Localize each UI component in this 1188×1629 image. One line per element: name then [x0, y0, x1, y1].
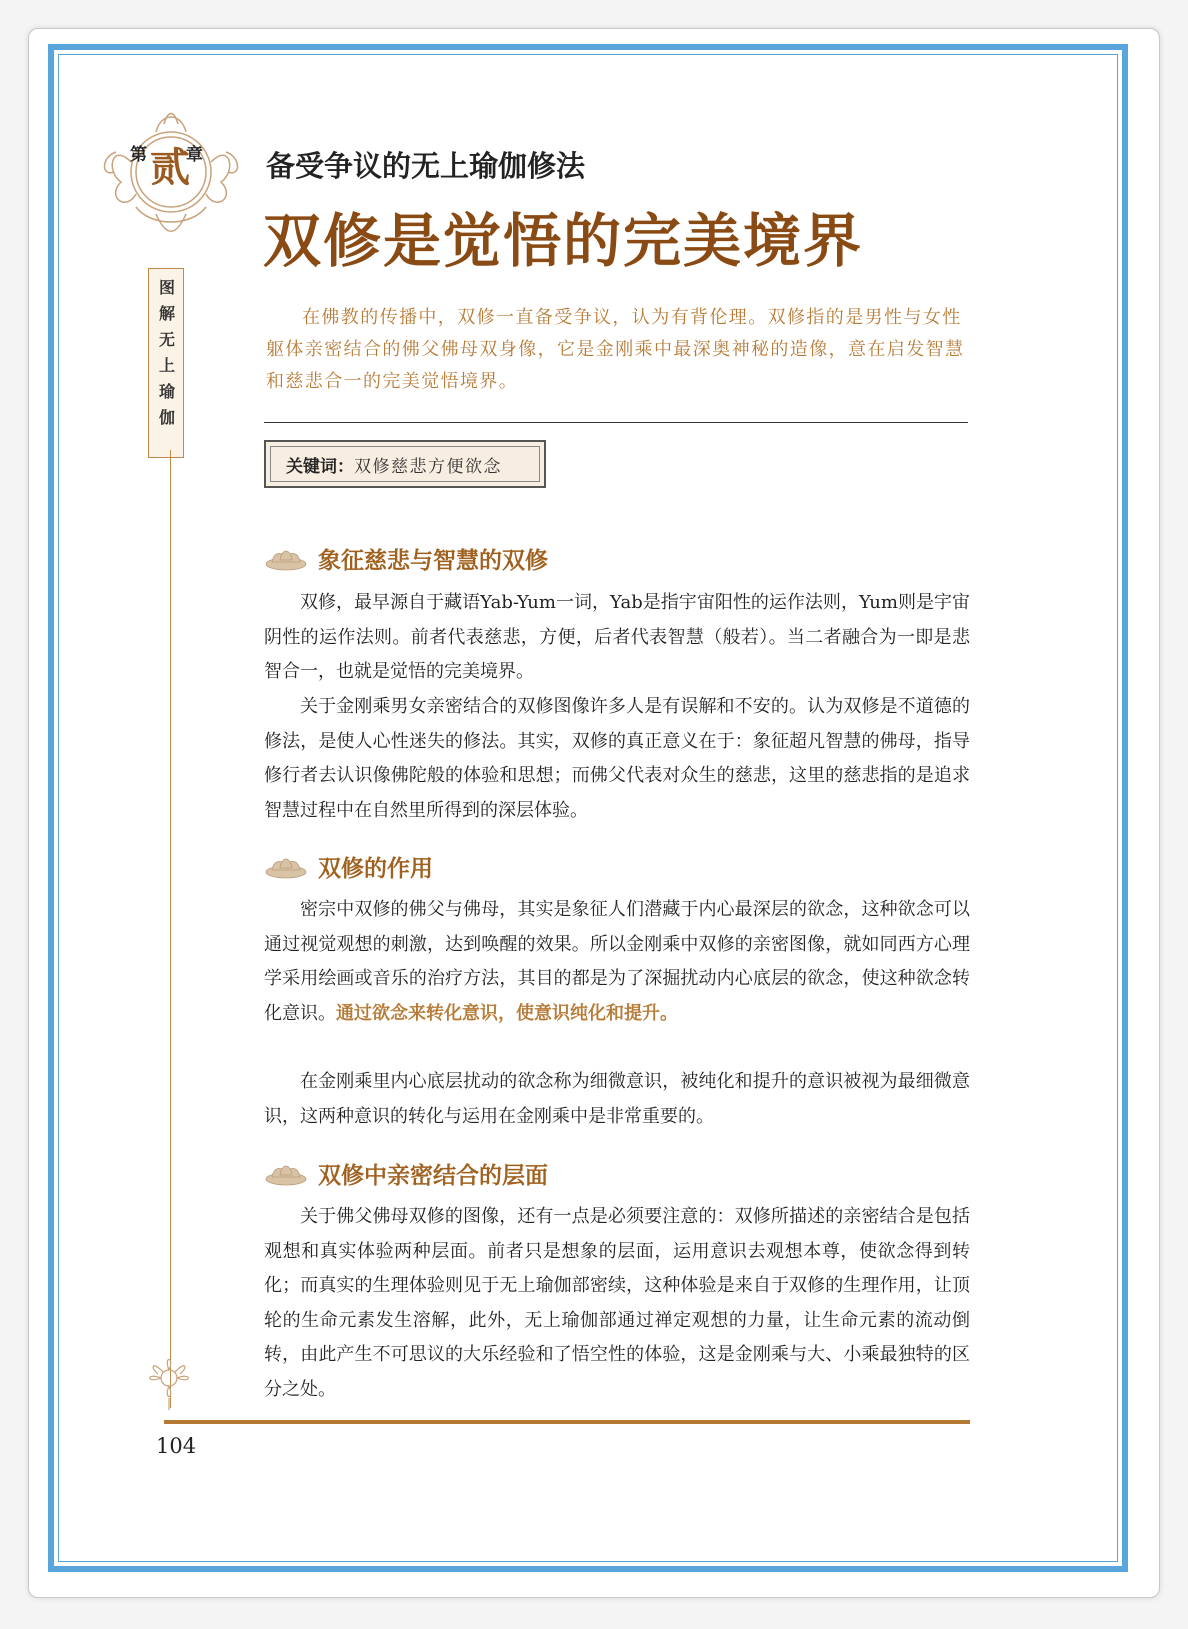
section-heading-text: 象征慈悲与智慧的双修	[318, 548, 548, 574]
lotus-icon	[264, 852, 308, 882]
keyword-label: 关键词：	[286, 456, 354, 477]
side-vertical-line	[170, 450, 171, 1408]
paragraph: 关于佛父佛母双修的图像，还有一点是必须要注意的：双修所描述的亲密结合是包括观想和真实体验两种层面。前者只是想象的层面，运用意识去观想本尊，使欲念得到转化；而真实的生理体验则见于无上瑜伽部密续，这种体验是来自于双修的生理作用，让顶轮的生命元素发生溶解，此外，无上瑜伽部通过禅定观想的力量，让生命元素的流动倒转，由此产生不可思议的大乐经验和了悟空性的体验，这是金刚乘与大、小乘最独特的区分之处。	[264, 1206, 970, 1400]
section-heading-3	[264, 1157, 548, 1190]
intro-paragraph: 在佛教的传播中，双修一直备受争议，认为有背伦理。双修指的是男性与女性躯体亲密结合的佛父佛母双身像，它是金刚乘中最深奥神秘的造像，意在启发智慧和慈悲合一的完美觉悟境界。	[266, 307, 965, 392]
paragraph: 在金刚乘里内心底层扰动的欲念称为细微意识，被纯化和提升的意识被视为最细微意识，这两种意识的转化与运用在金刚乘中是非常重要的。	[264, 1071, 970, 1127]
section-heading-2	[264, 850, 433, 883]
section-heading-text: 双修的作用	[318, 856, 433, 882]
lotus-icon	[264, 544, 308, 574]
paragraph	[264, 893, 970, 1031]
chapter-prefix: 第	[130, 145, 147, 165]
lotus-icon	[264, 1159, 308, 1189]
paragraph: 双修，最早源自于藏语Yab-Yum一词，Yab是指宇宙阳性的运作法则，Yum则是宇宙阴性的运作法则。前者代表慈悲，方便，后者代表智慧（般若）。当二者融合为一即是悲智合一，也就是觉悟的完美境界。	[264, 592, 970, 682]
side-tab	[148, 268, 184, 458]
keyword-box	[264, 440, 546, 488]
section-heading-text: 双修中亲密结合的层面	[318, 1163, 548, 1189]
highlight-text: 通过欲念来转化意识，使意识纯化和提升。	[336, 1002, 678, 1024]
chapter-suffix: 章	[186, 145, 203, 165]
flower-ornament-icon	[138, 1348, 200, 1412]
footer-line	[164, 1420, 970, 1424]
page-title: 双修是觉悟的完美境界	[263, 207, 864, 275]
section-heading-1	[264, 542, 548, 575]
page-number: 104	[156, 1434, 197, 1458]
chapter-number: 贰	[150, 144, 190, 191]
side-tab-label: 图解无上瑜伽	[156, 279, 176, 435]
keyword-value: 双修慈悲方便欲念	[354, 456, 502, 477]
paragraph: 关于金刚乘男女亲密结合的双修图像许多人是有误解和不安的。认为双修是不道德的修法，是使人心性迷失的修法。其实，双修的真正意义在于：象征超凡智慧的佛母，指导修行者去认识像佛陀般的体验和思想；而佛父代表对众生的慈悲，这里的慈悲指的是追求智慧过程中在自然里所得到的深层体验。	[264, 696, 970, 821]
divider	[264, 422, 968, 423]
subtitle: 备受争议的无上瑜伽修法	[266, 149, 586, 183]
paragraph-text: 密宗中双修的佛父与佛母，其实是象征人们潜藏于内心最深层的欲念，这种欲念可以通过视觉观想的刺激，达到唤醒的效果。所以金刚乘中双修的亲密图像，就如同西方心理学采用绘画或音乐的治疗方法，其目的都是为了深掘扰动内心底层的欲念，使这种欲念转化意识。	[264, 899, 970, 1024]
